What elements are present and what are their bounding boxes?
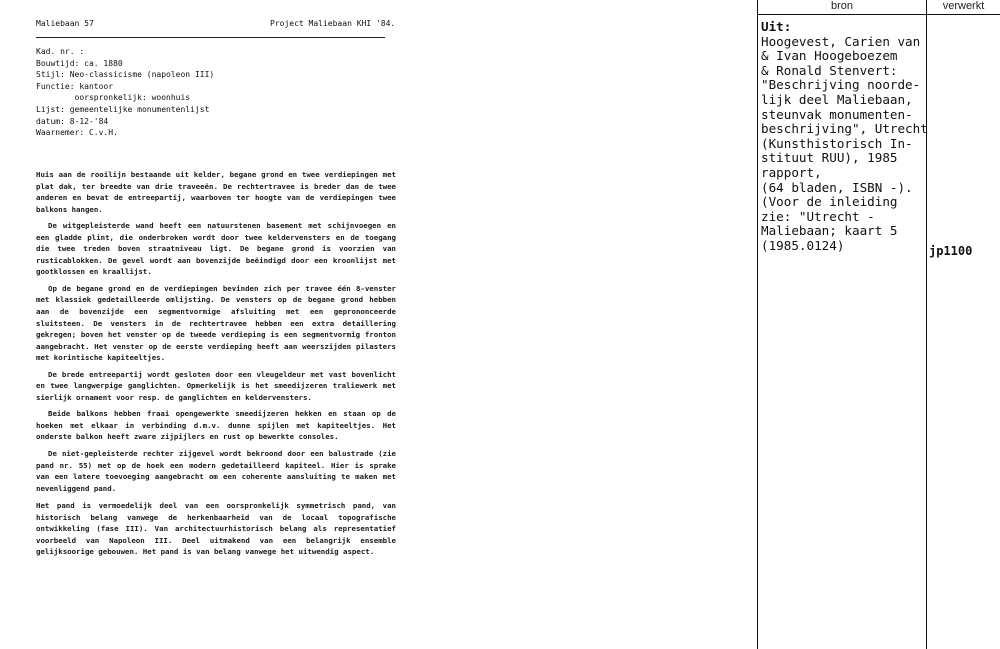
description-paragraph: Het pand is vermoedelijk deel van een oorspronkelijk symmetrisch pand, van historisch belang vanwege de herkenbaarheid van de locaal topografische ontwikkeling (fase III). Van architectuurhistorisch belang als representatief voorbeeld van Napoleon III. Deel uitmakend van een belangrijk ensemble gelijksoorige gebouwen. Het pand is van belang vanwege het uitwendig aspect. [36,501,396,557]
meta-line: oorspronkelijk: woonhuis [36,93,191,103]
description-body [36,169,396,563]
description-paragraph: De witgepleisterde wand heeft een natuurstenen basement met schijnvoegen en een gladde plint, die onderbroken wordt door twee keldervensters en de toegang die twee treden boven straatniveau ligt. De begane grond is voorzien van rusticablokken. De gevel wordt aan bovenzijde beëindigd door een kroonlijst met gootklossen en kraallijst. [36,221,396,277]
source-line: Uit: [761,19,792,34]
source-line: Hoogevest, Carien van [761,33,921,49]
document-header-project: Project Maliebaan KHI '84. [270,19,396,28]
header-rule [36,37,385,38]
source-line: (Voor de inleiding [761,194,898,210]
source-line: "Beschrijving noorde- [761,77,921,93]
meta-line: Waarnemer: C.v.H. [36,128,118,138]
source-line: rapport, [761,164,822,180]
meta-line: Lijst: gemeentelijke monumentenlijst [36,104,210,114]
source-line: & Ronald Stenvert: [761,62,898,78]
source-line: zie: "Utrecht - [761,208,875,224]
description-paragraph: Beide balkons hebben fraai opengewerkte smeedijzeren hekken en staan op de hoeken met elkaar in verbinding d.m.v. dunne spijlen met kapiteeltjes. Het onderste balkon heeft zware zijpijlers en rust op bewerkte consoles. [36,409,396,442]
verwerkt-code: jp1100 [929,244,973,258]
source-line: (Kunsthistorisch In- [761,135,913,151]
column-header-rule [757,14,1000,15]
source-citation [761,20,927,254]
meta-line: datum: 8-12-'84 [36,116,109,126]
description-paragraph: Huis aan de rooilijn bestaande uit kelder, begane grond en twee verdiepingen met plat dak, ter breedte van drie traveeën. De rechtertravee is breder dan de twee anderen en bevat de entreepartij, waarboven ter hoogte van de verdiepingen twee balkons hangen. [36,170,396,214]
source-line: Maliebaan; kaart 5 [761,223,898,239]
meta-line: Functie: kantoor [36,81,114,91]
source-line: (64 bladen, ISBN -). [761,179,913,195]
meta-line: Bouwtijd: ca. 1880 [36,58,123,68]
meta-line: Stijl: Neo-classicisme (napoleon III) [36,70,215,80]
source-line: steunvak monumenten- [761,106,913,122]
column-divider-left [757,0,758,649]
source-line: beschrijving", Utrecht [761,121,928,137]
source-line: & Ivan Hoogeboezem [761,48,898,64]
column-header-bron: bron [830,0,854,12]
document-header-address: Maliebaan 57 [36,19,94,28]
source-line: stituut RUU), 1985 [761,150,898,166]
description-paragraph: Op de begane grond en de verdiepingen bevinden zich per travee één 8-venster met klassiek gedetailleerde omlijsting. De vensters op de begane grond hebben aan de bovenzijde een segmentvormige afsluiting met een geprononceerde sluitsteen. De vensters in de rechtertravee hebben een extra detaillering gekregen; boven het venster op de tweede verdieping is een segmentvormig fronton aangebracht. Het venster op de eerste verdieping heeft aan weerszijden pilasters met korintische kapiteeltjes. [36,283,396,363]
metadata-block [36,46,214,139]
description-paragraph: De brede entreepartij wordt gesloten door een vleugeldeur met vast bovenlicht en twee langwerpige ganglichten. Opmerkelijk is het smeedijzeren traliewerk met sierlijk ornament voor resp. de ganglichten en keldervensters. [36,369,396,402]
description-paragraph: De niet-gepleisterde rechter zijgevel wordt bekroond door een balustrade (zie pand nr. 55) met op de hoek een modern gedetailleerd kapiteel. Hier is sprake van een latere toevoeging aangebracht om een coherente aansluiting te maken met nevenliggend pand. [36,449,396,493]
meta-line: Kad. nr. : [36,47,85,56]
source-line: lijk deel Maliebaan, [761,91,913,107]
column-header-verwerkt: verwerkt [942,0,985,12]
source-line: (1985.0124) [761,237,845,253]
